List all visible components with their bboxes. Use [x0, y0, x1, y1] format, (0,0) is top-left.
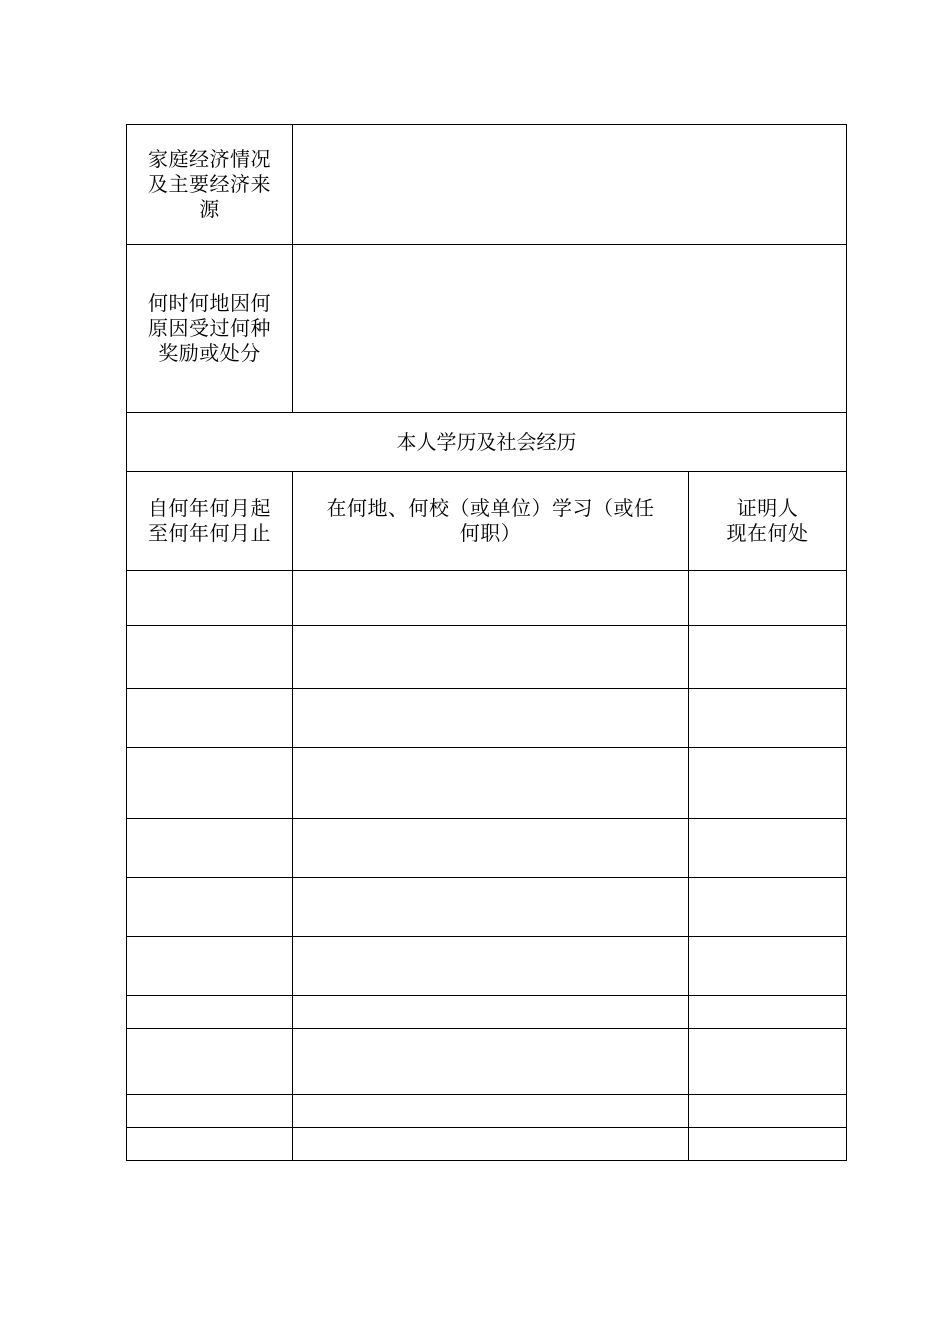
table-row	[127, 748, 847, 819]
table-row	[127, 819, 847, 878]
period-cell[interactable]	[127, 937, 293, 996]
period-cell[interactable]	[127, 819, 293, 878]
witness-cell[interactable]	[689, 1128, 847, 1161]
witness-cell[interactable]	[689, 937, 847, 996]
place-position-cell[interactable]	[293, 689, 689, 748]
period-cell[interactable]	[127, 748, 293, 819]
witness-cell[interactable]	[689, 626, 847, 689]
rewards-label: 何时何地因何 原因受过何种 奖励或处分	[127, 245, 293, 413]
table-row	[127, 937, 847, 996]
section-title-row	[127, 413, 847, 472]
header-witness: 证明人 现在何处	[689, 472, 847, 571]
table-row	[127, 689, 847, 748]
place-position-cell[interactable]	[293, 571, 689, 626]
table-row	[127, 626, 847, 689]
family-economy-label: 家庭经济情况 及主要经济来 源	[127, 125, 293, 245]
place-position-cell[interactable]	[293, 996, 689, 1029]
rewards-field[interactable]	[293, 245, 847, 413]
period-cell[interactable]	[127, 571, 293, 626]
table-row	[127, 878, 847, 937]
period-cell[interactable]	[127, 878, 293, 937]
place-position-cell[interactable]	[293, 1128, 689, 1161]
witness-cell[interactable]	[689, 571, 847, 626]
table-row	[127, 571, 847, 626]
witness-cell[interactable]	[689, 878, 847, 937]
place-position-cell[interactable]	[293, 748, 689, 819]
period-cell[interactable]	[127, 996, 293, 1029]
family-economy-row	[127, 125, 847, 245]
place-position-cell[interactable]	[293, 1095, 689, 1128]
place-position-cell[interactable]	[293, 878, 689, 937]
period-cell[interactable]	[127, 626, 293, 689]
period-cell[interactable]	[127, 1029, 293, 1095]
place-position-cell[interactable]	[293, 1029, 689, 1095]
place-position-cell[interactable]	[293, 626, 689, 689]
witness-cell[interactable]	[689, 1029, 847, 1095]
rewards-row	[127, 245, 847, 413]
table-row	[127, 1095, 847, 1128]
personal-info-form	[126, 124, 847, 1161]
place-position-cell[interactable]	[293, 937, 689, 996]
header-place-position: 在何地、何校（或单位）学习（或任 何职）	[293, 472, 689, 571]
table-row	[127, 1128, 847, 1161]
table-row	[127, 1029, 847, 1095]
witness-cell[interactable]	[689, 748, 847, 819]
period-cell[interactable]	[127, 1095, 293, 1128]
witness-cell[interactable]	[689, 689, 847, 748]
header-period: 自何年何月起 至何年何月止	[127, 472, 293, 571]
place-position-cell[interactable]	[293, 819, 689, 878]
witness-cell[interactable]	[689, 819, 847, 878]
witness-cell[interactable]	[689, 996, 847, 1029]
section-title: 本人学历及社会经历	[127, 413, 847, 472]
family-economy-field[interactable]	[293, 125, 847, 245]
period-cell[interactable]	[127, 1128, 293, 1161]
period-cell[interactable]	[127, 689, 293, 748]
table-row	[127, 996, 847, 1029]
witness-cell[interactable]	[689, 1095, 847, 1128]
history-header-row	[127, 472, 847, 571]
